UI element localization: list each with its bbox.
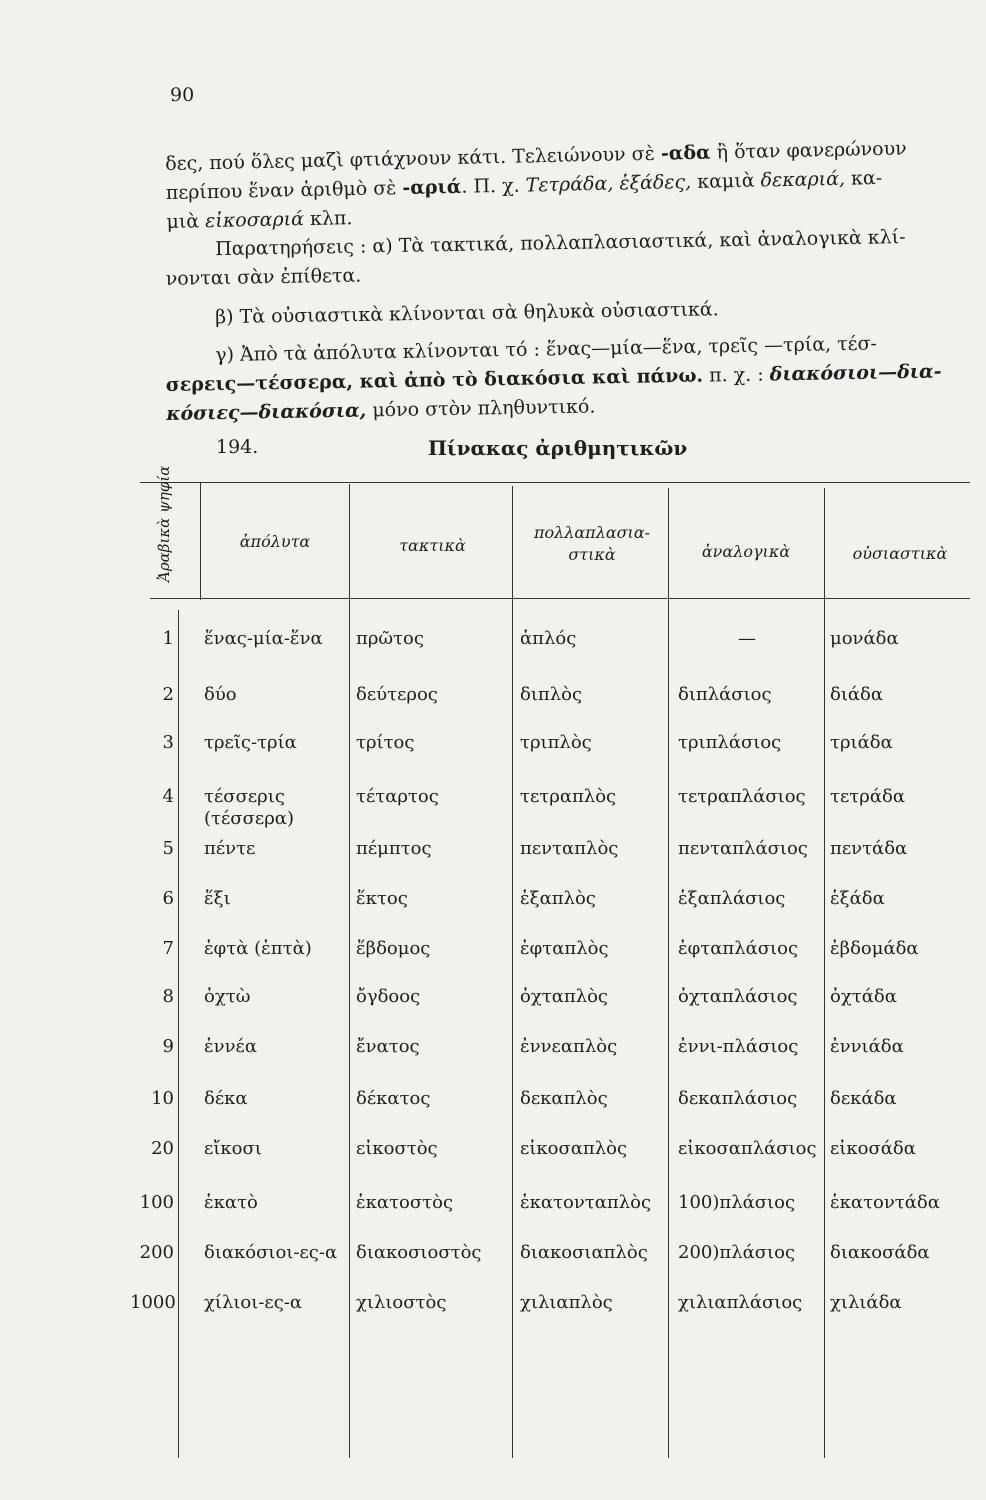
text: καμιὰ	[690, 169, 761, 193]
text: ἢ ὅταν φανερώνουν	[710, 137, 907, 164]
proportional-cell: πενταπλάσιος	[678, 838, 808, 859]
noun-cell: τετράδα	[830, 786, 905, 807]
cardinal-cell: πέντε	[204, 838, 256, 859]
multiplicative-cell: ἁπλός	[520, 628, 577, 649]
col-rule	[178, 610, 179, 1458]
text: π. χ. :	[702, 363, 770, 387]
cardinal-cell: τρεῖς-τρία	[204, 732, 297, 753]
ordinal-cell: πρῶτος	[356, 628, 424, 649]
multiplicative-cell: ἑξαπλὸς	[520, 888, 596, 909]
ordinal-cell: χιλιοστὸς	[356, 1292, 447, 1313]
paragraph-1	[165, 133, 967, 237]
cardinal-cell-alt: (τέσσερα)	[204, 808, 294, 829]
cardinal-cell: χίλιοι-ες-α	[204, 1292, 303, 1313]
ordinal-cell: ἑκατοστὸς	[356, 1192, 454, 1213]
header-nouns: οὐσιαστικὰ	[852, 544, 948, 563]
cardinal-cell: δέκα	[204, 1088, 248, 1109]
text: σερεις—τέσσερα, καὶ ἀπὸ τὸ διακόσια καὶ πάνω.	[165, 364, 704, 396]
proportional-cell: δεκαπλάσιος	[678, 1088, 798, 1109]
multiplicative-cell: εἰκοσαπλὸς	[520, 1138, 628, 1159]
arabic-digit: 100	[139, 1192, 174, 1213]
multiplicative-cell: χιλιαπλὸς	[520, 1292, 613, 1313]
text: . Π. χ.	[461, 174, 526, 198]
example: εἰκοσαριά	[204, 208, 305, 233]
multiplicative-cell: ἑκατονταπλὸς	[520, 1192, 652, 1213]
proportional-cell: ἑξαπλάσιος	[678, 888, 786, 909]
header-digits	[156, 466, 173, 582]
proportional-cell: χιλιαπλάσιος	[678, 1292, 803, 1313]
col-rule	[200, 482, 201, 600]
noun-cell: χιλιάδα	[830, 1292, 902, 1313]
proportional-cell: —	[738, 628, 756, 649]
noun-cell: ἑκατοντάδα	[830, 1192, 940, 1213]
header-multiplicative: πολλαπλασια-στικὰ	[533, 523, 651, 564]
text: κλπ.	[303, 207, 353, 231]
example: διακόσιοι—δια-	[769, 360, 942, 386]
proportional-cell: 200)πλάσιος	[678, 1242, 796, 1263]
arabic-digit: 6	[162, 888, 174, 909]
cardinal-cell: εἴκοσι	[204, 1138, 262, 1159]
multiplicative-cell: διακοσιαπλὸς	[520, 1242, 648, 1263]
example: δεκαριά,	[760, 167, 846, 192]
header-proportional: ἀναλογικὰ	[701, 542, 791, 561]
col-rule	[824, 488, 825, 1458]
noun-cell: ὀχτάδα	[830, 986, 897, 1007]
multiplicative-cell: ὀχταπλὸς	[520, 986, 609, 1007]
arabic-digit: 2	[162, 684, 174, 705]
arabic-digit: 10	[151, 1088, 174, 1109]
header-bottom-rule	[150, 598, 970, 599]
ordinal-cell: ἔνατος	[356, 1036, 420, 1057]
header-digits-text: Ἀραβικὰ ψηφία	[155, 465, 173, 582]
noun-cell: ἑξάδα	[830, 888, 885, 909]
suffix-aria: -αριά	[402, 175, 462, 200]
arabic-digit: 200	[139, 1242, 174, 1263]
col-rule	[349, 484, 350, 1458]
paragraph-3	[165, 291, 965, 333]
table-top-rule	[140, 482, 970, 483]
ordinal-cell: δεύτερος	[356, 684, 438, 705]
paragraph-4	[165, 328, 966, 429]
arabic-digit: 1	[162, 628, 174, 649]
proportional-cell: 100)πλάσιος	[678, 1192, 796, 1213]
ordinal-cell: πέμπτος	[356, 838, 432, 859]
proportional-cell: ὀχταπλάσιος	[678, 986, 798, 1007]
section-number: 194.	[216, 436, 259, 458]
cardinal-cell: ὀχτὼ	[204, 986, 251, 1007]
proportional-cell: ἐννι-πλάσιος	[678, 1036, 799, 1057]
example: Τετράδα, ἑξάδες,	[525, 170, 692, 197]
proportional-cell: εἰκοσαπλάσιος	[678, 1138, 817, 1159]
multiplicative-cell: δεκαπλὸς	[520, 1088, 608, 1109]
example: κόσιες—διακόσια,	[166, 399, 367, 425]
proportional-cell: τριπλάσιος	[678, 732, 782, 753]
noun-cell: διακοσάδα	[830, 1242, 930, 1263]
ordinal-cell: τέταρτος	[356, 786, 439, 807]
proportional-cell: ἑφταπλάσιος	[678, 938, 799, 959]
suffix-ada: -αδα	[660, 141, 711, 165]
multiplicative-cell: πενταπλὸς	[520, 838, 619, 859]
noun-cell: ἑβδομάδα	[830, 938, 919, 959]
page-number: 90	[170, 84, 195, 106]
text: γ) Ἀπὸ τὰ ἀπόλυτα κλίνονται τό : ἕνας—μία—ἕνα, τρεῖς —τρία, τέσ-	[215, 332, 878, 367]
arabic-digit: 7	[162, 938, 174, 959]
multiplicative-cell: τριπλὸς	[520, 732, 592, 753]
text: κα-	[844, 166, 883, 190]
noun-cell: διάδα	[830, 684, 884, 705]
noun-cell: μονάδα	[830, 628, 899, 649]
text: μόνο στὸν πληθυντικό.	[366, 395, 596, 422]
header-cardinal: ἀπόλυτα	[239, 532, 311, 551]
cardinal-cell: ἑκατὸ	[204, 1192, 258, 1213]
text: μιὰ	[166, 210, 206, 233]
noun-cell: ἐννιάδα	[830, 1036, 904, 1057]
ordinal-cell: διακοσιοστὸς	[356, 1242, 482, 1263]
noun-cell: δεκάδα	[830, 1088, 897, 1109]
proportional-cell: τετραπλάσιος	[678, 786, 806, 807]
cardinal-cell: ἑφτὰ (ἑπτὰ)	[204, 938, 312, 959]
text: περίπου ἕναν ἀριθμὸ σὲ	[165, 177, 403, 204]
ordinal-cell: ἕκτος	[356, 888, 408, 909]
ordinal-cell: δέκατος	[356, 1088, 431, 1109]
cardinal-cell: διακόσιοι-ες-α	[204, 1242, 338, 1263]
col-rule	[668, 488, 669, 1458]
arabic-digit: 1000	[130, 1292, 176, 1313]
ordinal-cell: ὄγδοος	[356, 986, 421, 1007]
text: Παρατηρήσεις : α) Τὰ τακτικά, πολλαπλασιαστικά, καὶ ἀναλογικὰ κλί-	[215, 226, 906, 261]
text: νονται σὰν ἐπίθετα.	[165, 264, 362, 290]
cardinal-cell: δύο	[204, 684, 237, 705]
arabic-digit: 8	[162, 986, 174, 1007]
proportional-cell: διπλάσιος	[678, 684, 772, 705]
ordinal-cell: εἰκοστὸς	[356, 1138, 438, 1159]
noun-cell: τριάδα	[830, 732, 893, 753]
cardinal-cell: τέσσερις	[204, 786, 285, 807]
arabic-digit: 9	[162, 1036, 174, 1057]
multiplicative-cell: ἐννεαπλὸς	[520, 1036, 618, 1057]
text: β) Τὰ οὐσιαστικὰ κλίνονται σὰ θηλυκὰ οὐσιαστικά.	[215, 298, 719, 329]
arabic-digit: 4	[162, 786, 174, 807]
numerals-table	[130, 465, 970, 1470]
multiplicative-cell: τετραπλὸς	[520, 786, 617, 807]
arabic-digit: 20	[151, 1138, 174, 1159]
text: δες, πού ὅλες μαζὶ φτιάχνουν κάτι. Τελειώνουν σὲ	[165, 142, 662, 175]
cardinal-cell: ἐννέα	[204, 1036, 258, 1057]
section-title: Πίνακας ἀριθμητικῶν	[428, 436, 688, 460]
multiplicative-cell: ἑφταπλὸς	[520, 938, 609, 959]
cardinal-cell: ἕνας-μία-ἕνα	[204, 628, 323, 649]
arabic-digit: 5	[162, 838, 174, 859]
col-rule	[512, 486, 513, 1458]
ordinal-cell: ἕβδομος	[356, 938, 431, 959]
cardinal-cell: ἕξι	[204, 888, 231, 909]
multiplicative-cell: διπλὸς	[520, 684, 583, 705]
arabic-digit: 3	[162, 732, 174, 753]
noun-cell: πεντάδα	[830, 838, 908, 859]
header-ordinal: τακτικὰ	[399, 536, 466, 555]
ordinal-cell: τρίτος	[356, 732, 415, 753]
noun-cell: εἰκοσάδα	[830, 1138, 916, 1159]
